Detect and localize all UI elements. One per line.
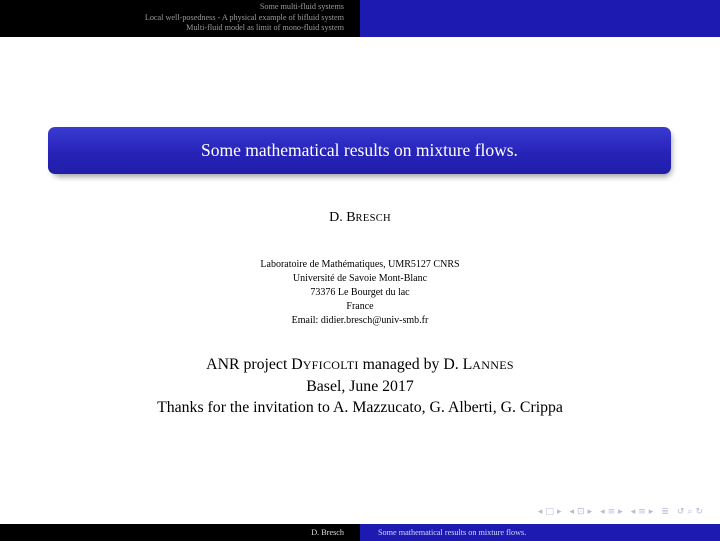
- section-nav-panel: [0, 0, 360, 37]
- section-nav-list: [145, 2, 344, 34]
- institute-email: Email: didier.bresch@univ-smb.fr: [291, 315, 429, 326]
- footer-author: D. Bresch: [0, 524, 360, 541]
- footer-bar: [0, 524, 720, 541]
- manager-rest: ANNES: [472, 358, 514, 372]
- nav-section-1[interactable]: Some multi-fluid systems: [259, 2, 344, 11]
- author-initial: D. B: [329, 210, 356, 225]
- author-rest: RESCH: [355, 213, 391, 224]
- search-back-icon[interactable]: ↺: [676, 507, 685, 517]
- project-prefix: ANR project D: [206, 356, 303, 373]
- next-slide-icon[interactable]: ▸: [556, 507, 562, 517]
- footer-title: Some mathematical results on mixture flows.: [360, 524, 720, 541]
- place-date: Basel, June 2017: [306, 378, 414, 395]
- nav-section-3[interactable]: Multi-fluid model as limit of mono-fluid system: [186, 23, 344, 33]
- prev-frame-icon[interactable]: ◂: [569, 507, 575, 517]
- search-icon[interactable]: ⌕: [687, 507, 693, 517]
- slide-title: Some mathematical results on mixture flows.: [201, 140, 518, 160]
- title-box: [48, 127, 671, 174]
- header-bar: [0, 0, 720, 37]
- institute-line-1: Laboratoire de Mathématiques, UMR5127 CNRS: [260, 259, 460, 270]
- institute-line-3: 73376 Le Bourget du lac: [310, 287, 410, 298]
- beamer-nav-symbols: [535, 507, 703, 517]
- slide-icon[interactable]: □: [545, 507, 554, 517]
- align-icon[interactable]: ≣: [661, 507, 669, 517]
- project-name-rest: YFICOLTI: [302, 358, 359, 372]
- next-section-icon[interactable]: ▸: [648, 507, 654, 517]
- institute: [0, 258, 720, 328]
- project-line: [0, 354, 720, 376]
- search-forward-icon[interactable]: ↻: [695, 507, 703, 517]
- thanks-line: Thanks for the invitation to A. Mazzucato, G. Alberti, G. Crippa: [157, 399, 563, 416]
- next-frame-icon[interactable]: ▸: [587, 507, 593, 517]
- subsection-icon[interactable]: ≡: [607, 507, 616, 517]
- prev-subsection-icon[interactable]: ◂: [600, 507, 605, 517]
- next-subsection-icon[interactable]: ▸: [618, 507, 623, 517]
- nav-section-2[interactable]: Local well-posedness - A physical example of bifluid system: [144, 12, 344, 22]
- date-block: [0, 354, 720, 418]
- institute-line-4: France: [346, 301, 374, 312]
- header-right-panel: [360, 0, 720, 37]
- institute-line-2: Université de Savoie Mont-Blanc: [292, 273, 428, 284]
- author: [0, 210, 720, 226]
- section-icon[interactable]: ≡: [638, 507, 646, 517]
- managed-by: managed by D. L: [358, 356, 473, 373]
- prev-slide-icon[interactable]: ◂: [537, 507, 543, 517]
- prev-section-icon[interactable]: ◂: [630, 507, 636, 517]
- frame-icon[interactable]: ⊡: [577, 507, 585, 517]
